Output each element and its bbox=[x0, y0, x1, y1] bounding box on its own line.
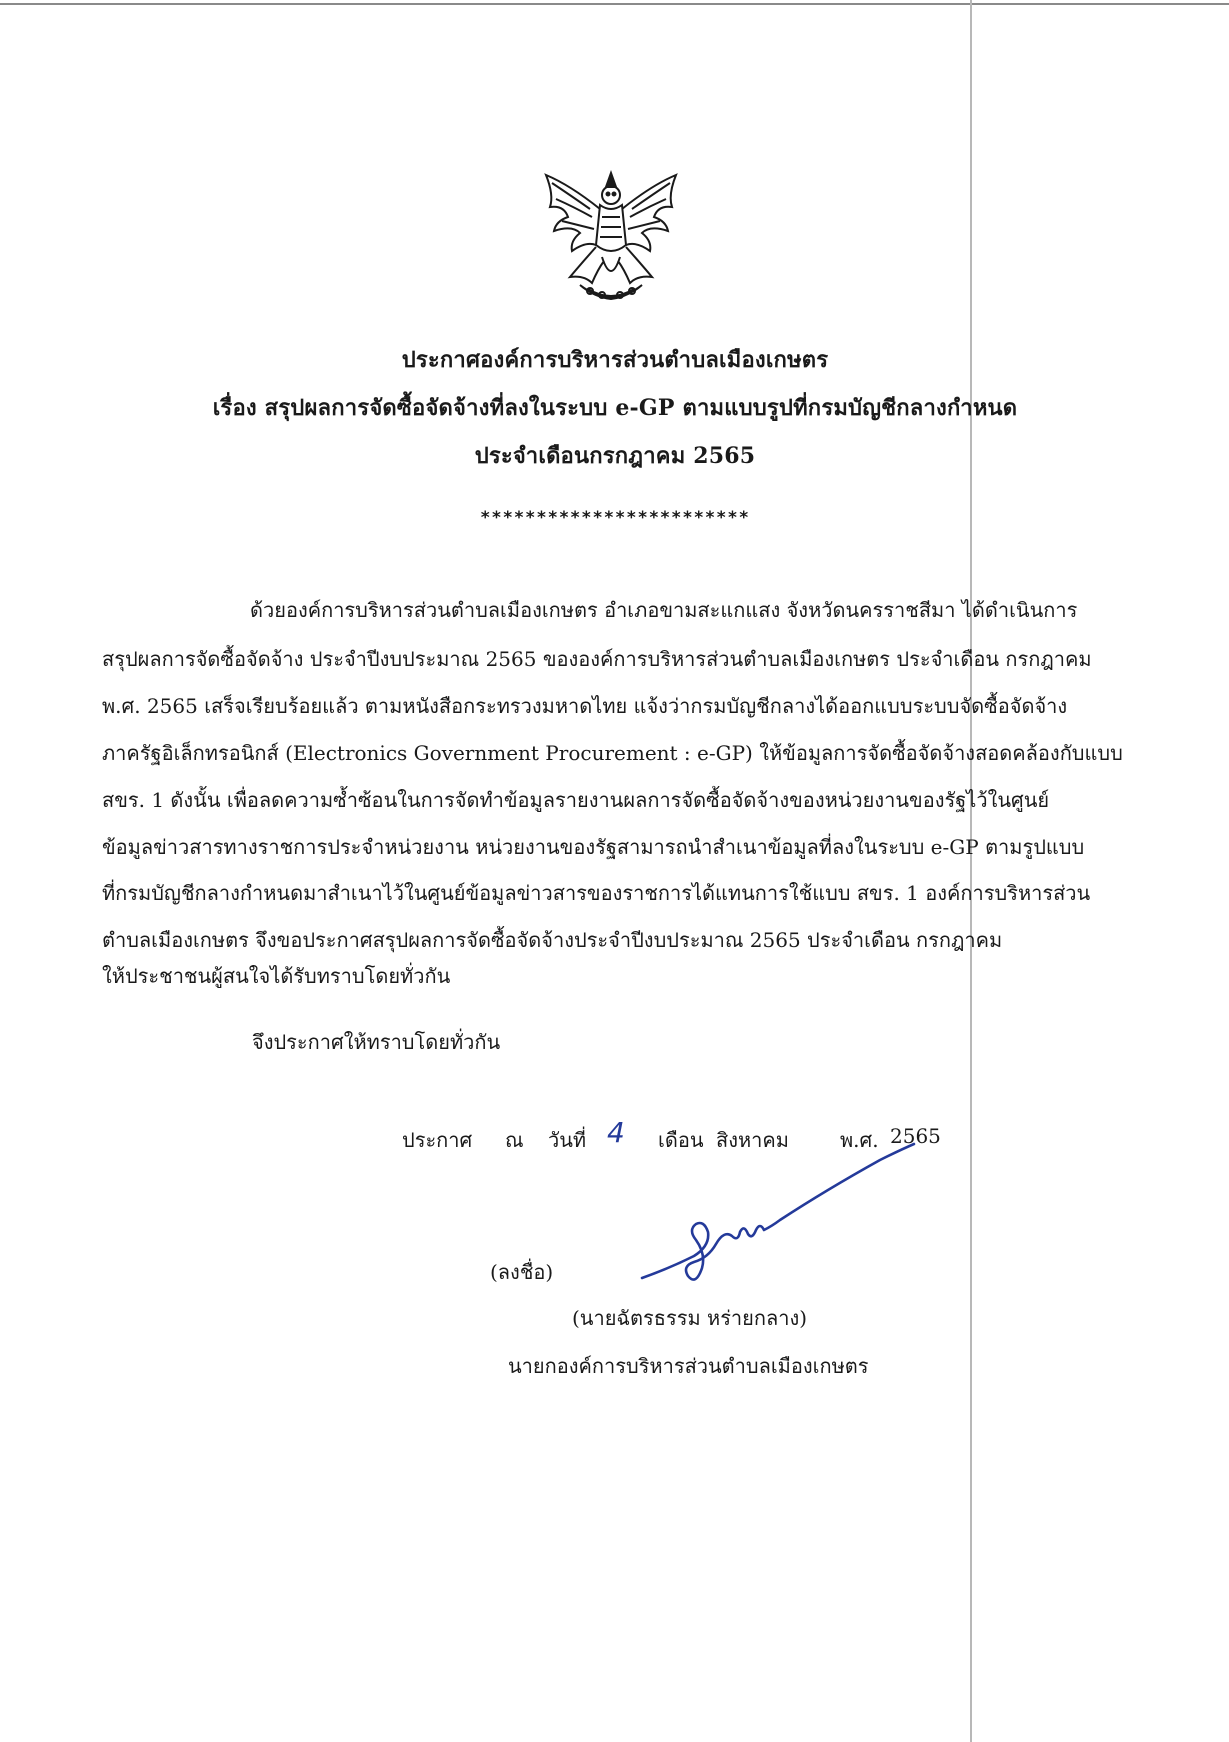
signatory-position: นายกองค์การบริหารส่วนตำบลเมืองเกษตร bbox=[508, 1354, 869, 1378]
body-line-4: ภาครัฐอิเล็กทรอนิกส์ (Electronics Government Procurement : e-GP) ให้ข้อมูลการจัดซื้อจัดจ้างสอดคล้องกับแบบ bbox=[102, 741, 1123, 765]
date-month: สิงหาคม bbox=[716, 1128, 789, 1152]
body-line-2: สรุปผลการจัดซื้อจัดจ้าง ประจำปีงบประมาณ 2565 ขององค์การบริหารส่วนตำบลเมืองเกษตร ประจำเดือน กรกฎาคม bbox=[102, 647, 1092, 671]
body-line-3: พ.ศ. 2565 เสร็จเรียบร้อยแล้ว ตามหนังสือกระทรวงมหาดไทย แจ้งว่ากรมบัญชีกลางได้ออกแบบระบบจัดซื้อจัดจ้าง bbox=[102, 694, 1068, 718]
date-month-label: เดือน bbox=[658, 1128, 704, 1152]
signatory-name: (นายฉัตรธรรม หร่ายกลาง) bbox=[572, 1306, 808, 1330]
body-line-1: ด้วยองค์การบริหารส่วนตำบลเมืองเกษตร อำเภอขามสะแกแสง จังหวัดนครราชสีมา ได้ดำเนินการ bbox=[250, 598, 1078, 622]
asterisk-separator: ************************ bbox=[480, 508, 750, 528]
date-at-label: ณ bbox=[505, 1128, 524, 1152]
handwritten-signature bbox=[630, 1140, 960, 1290]
date-era-label: พ.ศ. bbox=[840, 1128, 879, 1152]
date-year: 2565 bbox=[890, 1124, 941, 1148]
sign-label: (ลงชื่อ) bbox=[490, 1260, 554, 1284]
body-line-7: ที่กรมบัญชีกลางกำหนดมาสำเนาไว้ในศูนย์ข้อมูลข่าวสารของราชการได้แทนการใช้แบบ สขร. 1 องค์การบริหารส่วน bbox=[102, 881, 1091, 905]
date-day-label: วันที่ bbox=[548, 1128, 587, 1152]
announcement-period: ประจำเดือนกรกฎาคม 2565 bbox=[474, 443, 756, 469]
date-announce-label: ประกาศ bbox=[402, 1128, 473, 1152]
announcement-title: ประกาศองค์การบริหารส่วนตำบลเมืองเกษตร bbox=[401, 347, 829, 373]
scan-top-edge bbox=[0, 3, 1229, 5]
body-line-9: ให้ประชาชนผู้สนใจได้รับทราบโดยทั่วกัน bbox=[102, 964, 451, 988]
announcement-subject: เรื่อง สรุปผลการจัดซื้อจัดจ้างที่ลงในระบบ e-GP ตามแบบรูปที่กรมบัญชีกลางกำหนด bbox=[212, 395, 1018, 421]
body-line-6: ข้อมูลข่าวสารทางราชการประจำหน่วยงาน หน่วยงานของรัฐสามารถนำสำเนาข้อมูลที่ลงในระบบ e-GP ตามรูปแบบ bbox=[102, 835, 1085, 859]
body-line-8: ตำบลเมืองเกษตร จึงขอประกาศสรุปผลการจัดซื้อจัดจ้างประจำปีงบประมาณ 2565 ประจำเดือน กรกฎาคม bbox=[102, 928, 1003, 952]
closing-statement: จึงประกาศให้ทราบโดยทั่วกัน bbox=[252, 1030, 501, 1054]
body-line-5: สขร. 1 ดังนั้น เพื่อลดความซ้ำซ้อนในการจัดทำข้อมูลรายงานผลการจัดซื้อจัดจ้างของหน่วยงานของรัฐไว้ในศูนย์ bbox=[102, 788, 1050, 812]
date-day-handwritten: 4 bbox=[607, 1116, 625, 1149]
scan-fold-line bbox=[970, 0, 972, 1742]
garuda-emblem-icon bbox=[540, 165, 682, 310]
